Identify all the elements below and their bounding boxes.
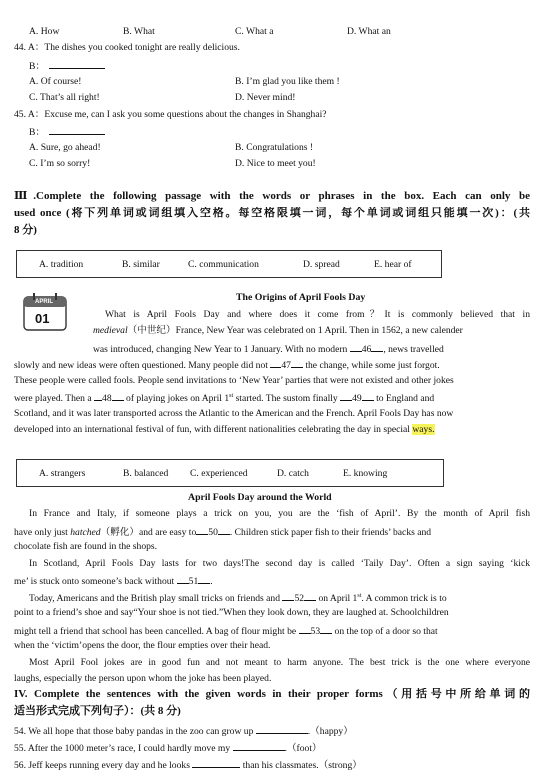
passage1-line7: Scotland, and it was later transported across the Atlantic to the American and the French. April Fools Day has now [14, 408, 454, 419]
calendar-day: 01 [35, 311, 50, 326]
passage2-line3: chocolate fish are found in the shops. [14, 541, 158, 552]
q44-option-a: A. Of course! [29, 76, 82, 87]
q45-stem: 45. A：Excuse me, can I ask you some questions about the changes in Shanghai? [14, 109, 327, 120]
passage1-line6: were played. Then a 48 of playing jokes on April 1st started. The sustom finally 49 to England and [14, 390, 534, 405]
passage2-line4: In Scotland, April Fools Day lasts for two days!The second day is called ‘Taily Day’. Often a sign saying ‘kick [29, 558, 530, 569]
q44-stem: 44. A：The dishes you cooked tonight are really delicious. [14, 42, 240, 53]
section3-heading-line2: used once (将下列单词或词组填入空格。每空格限填一词，每个单词或词组只能填一次)：(共 [14, 207, 530, 219]
section4-heading-line2: 适当形式完成下列句子）：(共 8 分) [14, 705, 181, 717]
q43-option-a: A. How [29, 26, 60, 37]
word-box-1-item: A. tradition [39, 259, 84, 270]
blank-47: 47 [281, 360, 291, 371]
q45-answer-line: B： [29, 124, 105, 139]
passage2-line11: laughs, especially the person upon whom the joke has been played. [14, 673, 272, 684]
q55: 55. After the 1000 meter’s race, I could hardly move my .（foot） [14, 740, 534, 755]
passage1-line8: developed into an international festival of fun, with different nationalities celebrating the day in special ways. [14, 424, 435, 435]
blank-46: 46 [361, 344, 372, 355]
word-box-1-item: B. similar [122, 259, 160, 270]
q43-option-c: C. What a [235, 26, 274, 37]
passage2-line5: me’ is stuck onto someone’s back without 51 . [14, 573, 534, 588]
passage2-line10: Most April Fool jokes are in good fun and not meant to harm anyone. The best trick is the one where everyone [29, 657, 530, 668]
passage2-line2: have only just hatched（孵化）and are easy to 50 . Children stick paper fish to their friends’ backs and [14, 524, 534, 539]
passage1-line2: medieval（中世纪）France, New Year was celebrated on 1 April. Then in 1562, a new calender [93, 325, 463, 336]
blank-49: 49 [352, 393, 362, 404]
word-box-1-item: E. hear of [374, 259, 412, 270]
q54: 54. We all hope that those baby pandas in the zoo can grow up .（happy） [14, 723, 534, 738]
section3-heading-line1: Ⅲ.Complete the following passage with the words or phrases in the box. Each can only be [14, 190, 530, 202]
passage1-title: The Origins of April Fools Day [236, 292, 366, 303]
word-box-2-item: C. experienced [190, 468, 248, 479]
word-box-2 [16, 459, 444, 487]
q43-option-b: B. What [123, 26, 155, 37]
q45-option-d: D. Nice to meet you! [235, 158, 316, 169]
blank-48: 48 [102, 393, 112, 404]
q45-option-b: B. Congratulations ! [235, 142, 314, 153]
passage1-line5: These people were called fools. People send invitations to ‘New Year’ parties that were not existed and other jokes [14, 375, 454, 386]
blank-50: 50 [208, 527, 218, 538]
calendar-month: APRIL [35, 299, 53, 305]
q45-option-c: C. I’m so sorry! [29, 158, 91, 169]
section4-heading-line1: IV. Complete the sentences with the given words in their proper forms（用括号中所给单词的 [14, 688, 530, 700]
blank-51: 51 [188, 576, 199, 587]
passage1-line4: slowly and new ideas were often questioned. Many people did not 47 the change, while some just forgot. [14, 357, 534, 372]
passage1-line3: was introduced, changing New Year to 1 January. With no modern 46 , news travelled [93, 341, 444, 356]
word-box-2-item: B. balanced [123, 468, 169, 479]
passage2-line7: point to a friend’s shoe and say“Your shoe is not tied.”When they look down, they are laughed at. Schoolchildren [14, 607, 449, 618]
calendar-icon [20, 289, 70, 333]
section3-heading-line3: 8 分) [14, 224, 37, 236]
passage2-title: April Fools Day around the World [188, 492, 332, 503]
highlighted-word: ways. [412, 424, 435, 435]
passage2-line6: Today, Americans and the British play small tricks on friends and 52 on April 1st. A common trick is to [29, 590, 447, 605]
q44-answer-line: B： [29, 58, 105, 73]
word-box-1-item: D. spread [303, 259, 340, 270]
q44-option-b: B. I’m glad you like them ! [235, 76, 340, 87]
passage2-line9: when the ‘victim’opens the door, the flour empties over their head. [14, 640, 271, 651]
word-box-1-item: C. communication [188, 259, 259, 270]
word-box-2-item: A. strangers [39, 468, 86, 479]
word-box-2-item: D. catch [277, 468, 309, 479]
q44-option-c: C. That’s all right! [29, 92, 100, 103]
word-box-1 [16, 250, 442, 278]
passage2-line8: might tell a friend that school has been cancelled. A bag of flour might be 53 on the top of a door so that [14, 623, 534, 638]
passage1-line1: What is April Fools Day and where does it come from？It is commonly believed that in [105, 309, 530, 320]
word-box-2-item: E. knowing [343, 468, 388, 479]
q45-option-a: A. Sure, go ahead! [29, 142, 101, 153]
passage2-line1: In France and Italy, if someone plays a trick on you, you are the ‘fish of April’. By the month of April fish [29, 508, 530, 519]
q43-option-d: D. What an [347, 26, 391, 37]
blank-53: 53 [310, 626, 321, 637]
blank-52: 52 [294, 593, 305, 604]
q56: 56. Jeff keeps running every day and he looks than his classmates.（strong） [14, 757, 534, 772]
q44-option-d: D. Never mind! [235, 92, 296, 103]
